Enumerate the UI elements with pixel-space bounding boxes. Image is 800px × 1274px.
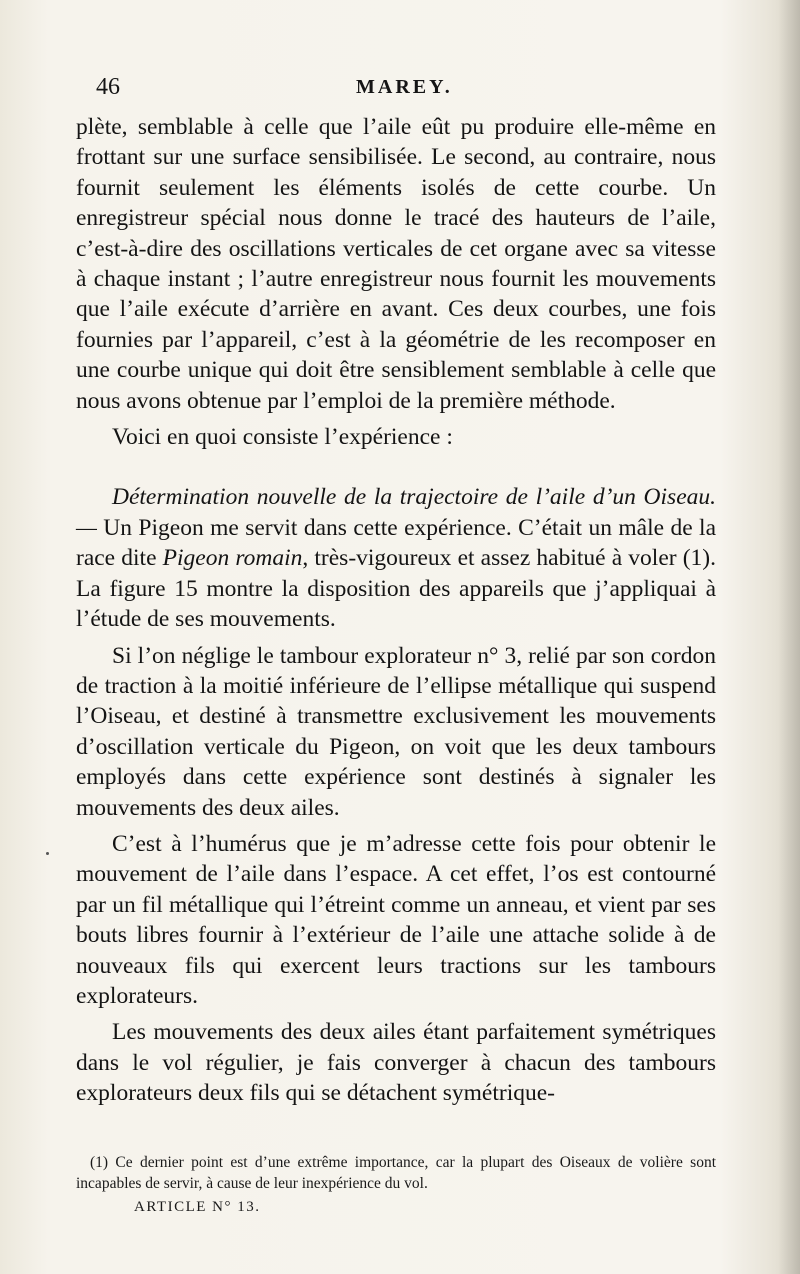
page-header (96, 74, 716, 106)
main-text (76, 112, 716, 1109)
page-edge-shadow (778, 0, 800, 1274)
footnote (76, 1152, 716, 1194)
section-text-continued: , très-vigoureux et assez habitué à voler (1). La figure 15 montre la disposition des appareils que j’appliquai à l’étude de ses mouvements. (76, 545, 716, 633)
section-text: Un Pigeon me servit dans cette expérience. C’était un mâle de la race dite (76, 514, 716, 572)
section-paragraph (76, 482, 716, 634)
running-head: MAREY. (356, 76, 453, 98)
paragraph: plète, semblable à celle que l’aile eût pu produire elle-même en frottant sur une surface sensibilisée. Le second, au contraire, nous fournit seulement les éléments isolés de cette courbe. Un enregistreur spécial nous donne le tracé des hauteurs de l’aile, c’est-à-dire des oscillations verticales de cet organe avec sa vitesse à chaque instant ; l’autre enregistreur nous fournit les mouvements que l’aile exécute d’arrière en avant. Ces deux courbes, une fois fournies par l’appareil, c’est à la géométrie de les recomposer en une courbe unique qui doit être sensiblement semblable à celle que nous avons obtenue par l’emploi de la première méthode. (76, 114, 716, 414)
paragraph: Si l’on néglige le tambour explorateur n° 3, relié par son cordon de traction à la moitié inférieure de l’ellipse métallique qui suspend l’Oiseau, et destiné à transmettre exclusivement les mouvements d’oscillation verticale du Pigeon, on voit que les deux tambours employés dans cette expérience sont destinés à signaler les mouvements des deux ailes. (76, 642, 716, 821)
article-signature: ARTICLE N° 13. (134, 1199, 261, 1215)
section-title: Détermination nouvelle de la trajectoire de l’aile d’un Oiseau.— (76, 484, 716, 541)
ink-speck (46, 852, 49, 855)
paragraph: Les mouvements des deux ailes étant parfaitement symétriques dans le vol régulier, je fais converger à chacun des tambours explorateurs deux fils qui se détachent symétrique- (76, 1019, 716, 1107)
footnote-text: (1) Ce dernier point est d’une extrême importance, car la plupart des Oiseaux de volière sont incapables de servir, à cause de leur inexpérience du vol. (76, 1154, 716, 1192)
page-number: 46 (96, 74, 120, 100)
paragraph: Voici en quoi consiste l’expérience : (112, 424, 453, 451)
italic-term: Pigeon romain (162, 545, 303, 572)
paragraph: C’est à l’humérus que je m’adresse cette fois pour obtenir le mouvement de l’aile dans l’espace. A cet effet, l’os est contourné par un fil métallique qui l’étreint comme un anneau, et vient par ses bouts libres fournir à l’extérieur de l’aile une attache solide à de nouveaux fils qui exercent leurs tractions sur les tambours explorateurs. (76, 830, 716, 1009)
